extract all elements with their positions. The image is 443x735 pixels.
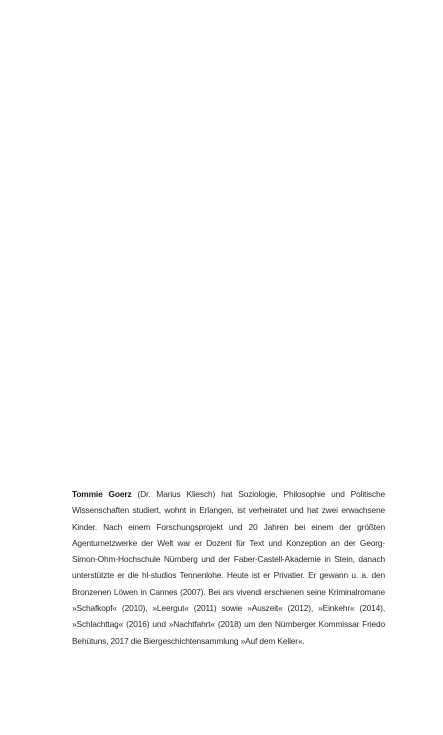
author-bio: [72, 486, 385, 649]
author-name: Tommie Goerz: [72, 489, 132, 499]
author-bio-text: (Dr. Marius Kliesch) hat Soziologie, Philosophie und Politische Wissenschaften studiert, wohnt in Erlangen, ist verheiratet und hat zwei erwachsene Kinder. Nach einem Forschungsprojekt und 20 Jahren bei einem der größten Agenturnetzwerke der Welt war er Dozent für Text und Konzeption an der Georg-Simon-Ohm-Hochschule Nürnberg und der Faber-Castell-Akademie in Stein, danach unterstützte er die hl-studios Tennenlohe. Heute ist er Privatier. Er gewann u. a. den Bronzenen Löwen in Cannes (2007). Bei ars vivendi erschienen seine Kriminalromane »Schafkopf« (2010), »Leergut« (2011) sowie »Auszeit« (2012), »Einkehr« (2014), »Schlachttag« (2016) und »Nachtfahrt« (2018) um den Nürnberger Kommissar Friedo Behütuns, 2017 die Biergeschichtensammlung »Auf dem Keller«.: [72, 489, 386, 646]
